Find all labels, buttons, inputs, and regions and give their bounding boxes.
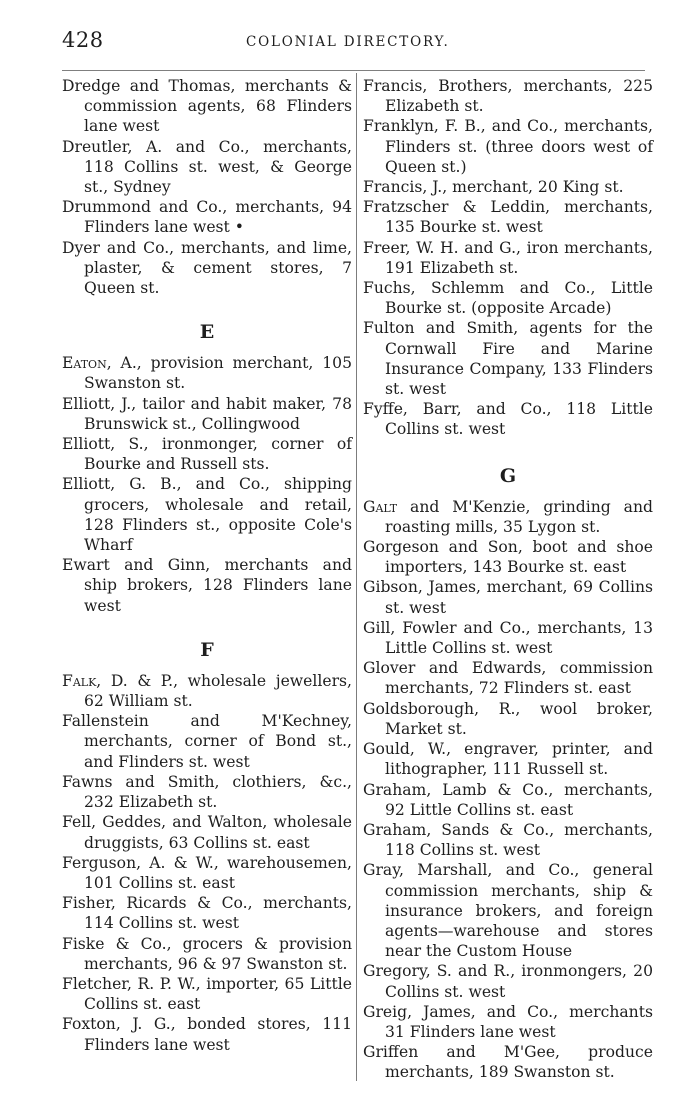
entries-e xyxy=(62,394,352,616)
directory-entry: Graham, Lamb & Co., merchants, 92 Little Collins st. east xyxy=(363,780,653,819)
left-column xyxy=(62,76,352,1055)
page-header xyxy=(62,28,652,58)
header-rule xyxy=(62,70,645,71)
directory-entry: Fratzscher & Leddin, merchants, 135 Bourke st. west xyxy=(363,198,653,237)
directory-entry: Gill, Fowler and Co., merchants, 13 Little Collins st. west xyxy=(363,618,653,658)
section-heading-e: E xyxy=(199,321,215,344)
directory-entry xyxy=(62,353,352,393)
directory-entry: Fuchs, Schlemm and Co., Little Bourke st. (opposite Arcade) xyxy=(363,279,653,318)
entry-rest: , D. & P., wholesale jewellers, 62 William st. xyxy=(84,671,352,711)
directory-entry: Franklyn, F. B., and Co., merchants, Flinders st. (three doors west of Queen st.) xyxy=(363,117,653,176)
directory-entry: Glover and Edwards, commission merchants, 72 Flinders st. east xyxy=(363,659,653,698)
directory-entry: Graham, Sands & Co., merchants, 118 Collins st. west xyxy=(363,820,653,860)
entries-f-right xyxy=(363,76,653,440)
directory-entry: Fell, Geddes, and Walton, wholesale druggists, 63 Collins st. east xyxy=(62,813,352,852)
entries-d xyxy=(62,76,352,298)
directory-entry: Freer, W. H. and G., iron merchants, 191 Elizabeth st. xyxy=(363,238,653,277)
directory-entry: Dreutler, A. and Co., merchants, 118 Collins st. west, & George st., Sydney xyxy=(62,137,352,197)
section-heading-f: F xyxy=(200,638,214,661)
entry-rest: and M'Kenzie, grinding and roasting mills, 35 Lygon st. xyxy=(385,497,653,536)
directory-entry: Dredge and Thomas, merchants & commission agents, 68 Flinders lane west xyxy=(62,77,352,136)
entry-lead-name: Galt xyxy=(363,497,398,516)
directory-entry: Foxton, J. G., bonded stores, 111 Flinders lane west xyxy=(62,1015,352,1054)
entry-lead-name: Falk xyxy=(62,671,97,690)
running-title: COLONIAL DIRECTORY. xyxy=(246,34,450,50)
directory-entry xyxy=(363,497,653,537)
page-number: 428 xyxy=(62,28,104,52)
directory-entry: Greig, James, and Co., merchants 31 Flinders lane west xyxy=(363,1002,653,1041)
directory-entry: Gibson, James, merchant, 69 Collins st. west xyxy=(363,578,653,617)
entries-f-left xyxy=(62,711,352,1054)
directory-entry: Fallenstein and M'Kechney, merchants, corner of Bond st., and Flinders st. west xyxy=(62,712,352,771)
entry-rest: , A., provision merchant, 105 Swanston st. xyxy=(84,354,352,393)
directory-entry: Drummond and Co., merchants, 94 Flinders lane west • xyxy=(62,198,352,237)
directory-entry xyxy=(62,671,352,711)
entries-g xyxy=(363,537,653,1082)
directory-entry: Gray, Marshall, and Co., general commission merchants, ship & insurance brokers, and foreign agents—warehouse and stores near the Custom House xyxy=(363,861,653,961)
directory-entry: Goldsborough, R., wool broker, Market st. xyxy=(363,699,653,738)
directory-entry: Gorgeson and Son, boot and shoe importers, 143 Bourke st. east xyxy=(363,538,653,577)
section-heading-g: G xyxy=(499,464,517,487)
directory-entry: Fletcher, R. P. W., importer, 65 Little Collins st. east xyxy=(62,974,352,1014)
directory-entry: Dyer and Co., merchants, and lime, plaster, & cement stores, 7 Queen st. xyxy=(62,238,352,298)
directory-entry: Fiske & Co., grocers & provision merchants, 96 & 97 Swanston st. xyxy=(62,934,352,973)
directory-entry: Fisher, Ricards & Co., merchants, 114 Collins st. west xyxy=(62,894,352,933)
directory-entry: Elliott, S., ironmonger, corner of Bourke and Russell sts. xyxy=(62,435,352,474)
directory-entry: Elliott, J., tailor and habit maker, 78 Brunswick st., Collingwood xyxy=(62,394,352,433)
column-divider xyxy=(356,73,357,1081)
directory-entry: Fawns and Smith, clothiers, &c., 232 Elizabeth st. xyxy=(62,772,352,812)
directory-entry: Fulton and Smith, agents for the Cornwall Fire and Marine Insurance Company, 133 Flinders st. west xyxy=(363,319,653,399)
right-column xyxy=(363,76,653,1083)
directory-entry: Francis, Brothers, merchants, 225 Elizabeth st. xyxy=(363,77,653,116)
directory-entry: Fyffe, Barr, and Co., 118 Little Collins st. west xyxy=(363,400,653,439)
entry-lead-name: Eaton xyxy=(62,354,107,373)
directory-entry: Francis, J., merchant, 20 King st. xyxy=(363,178,624,197)
directory-entry: Gould, W., engraver, printer, and lithographer, 111 Russell st. xyxy=(363,740,653,779)
directory-entry: Griffen and M'Gee, produce merchants, 189 Swanston st. xyxy=(363,1043,653,1082)
directory-entry: Elliott, G. B., and Co., shipping grocers, wholesale and retail, 128 Flinders st., opposite Cole's Wharf xyxy=(62,475,352,555)
directory-entry: Ferguson, A. & W., warehousemen, 101 Collins st. east xyxy=(62,853,352,892)
directory-entry: Gregory, S. and R., ironmongers, 20 Collins st. west xyxy=(363,962,653,1001)
directory-entry: Ewart and Ginn, merchants and ship brokers, 128 Flinders lane west xyxy=(62,556,352,615)
